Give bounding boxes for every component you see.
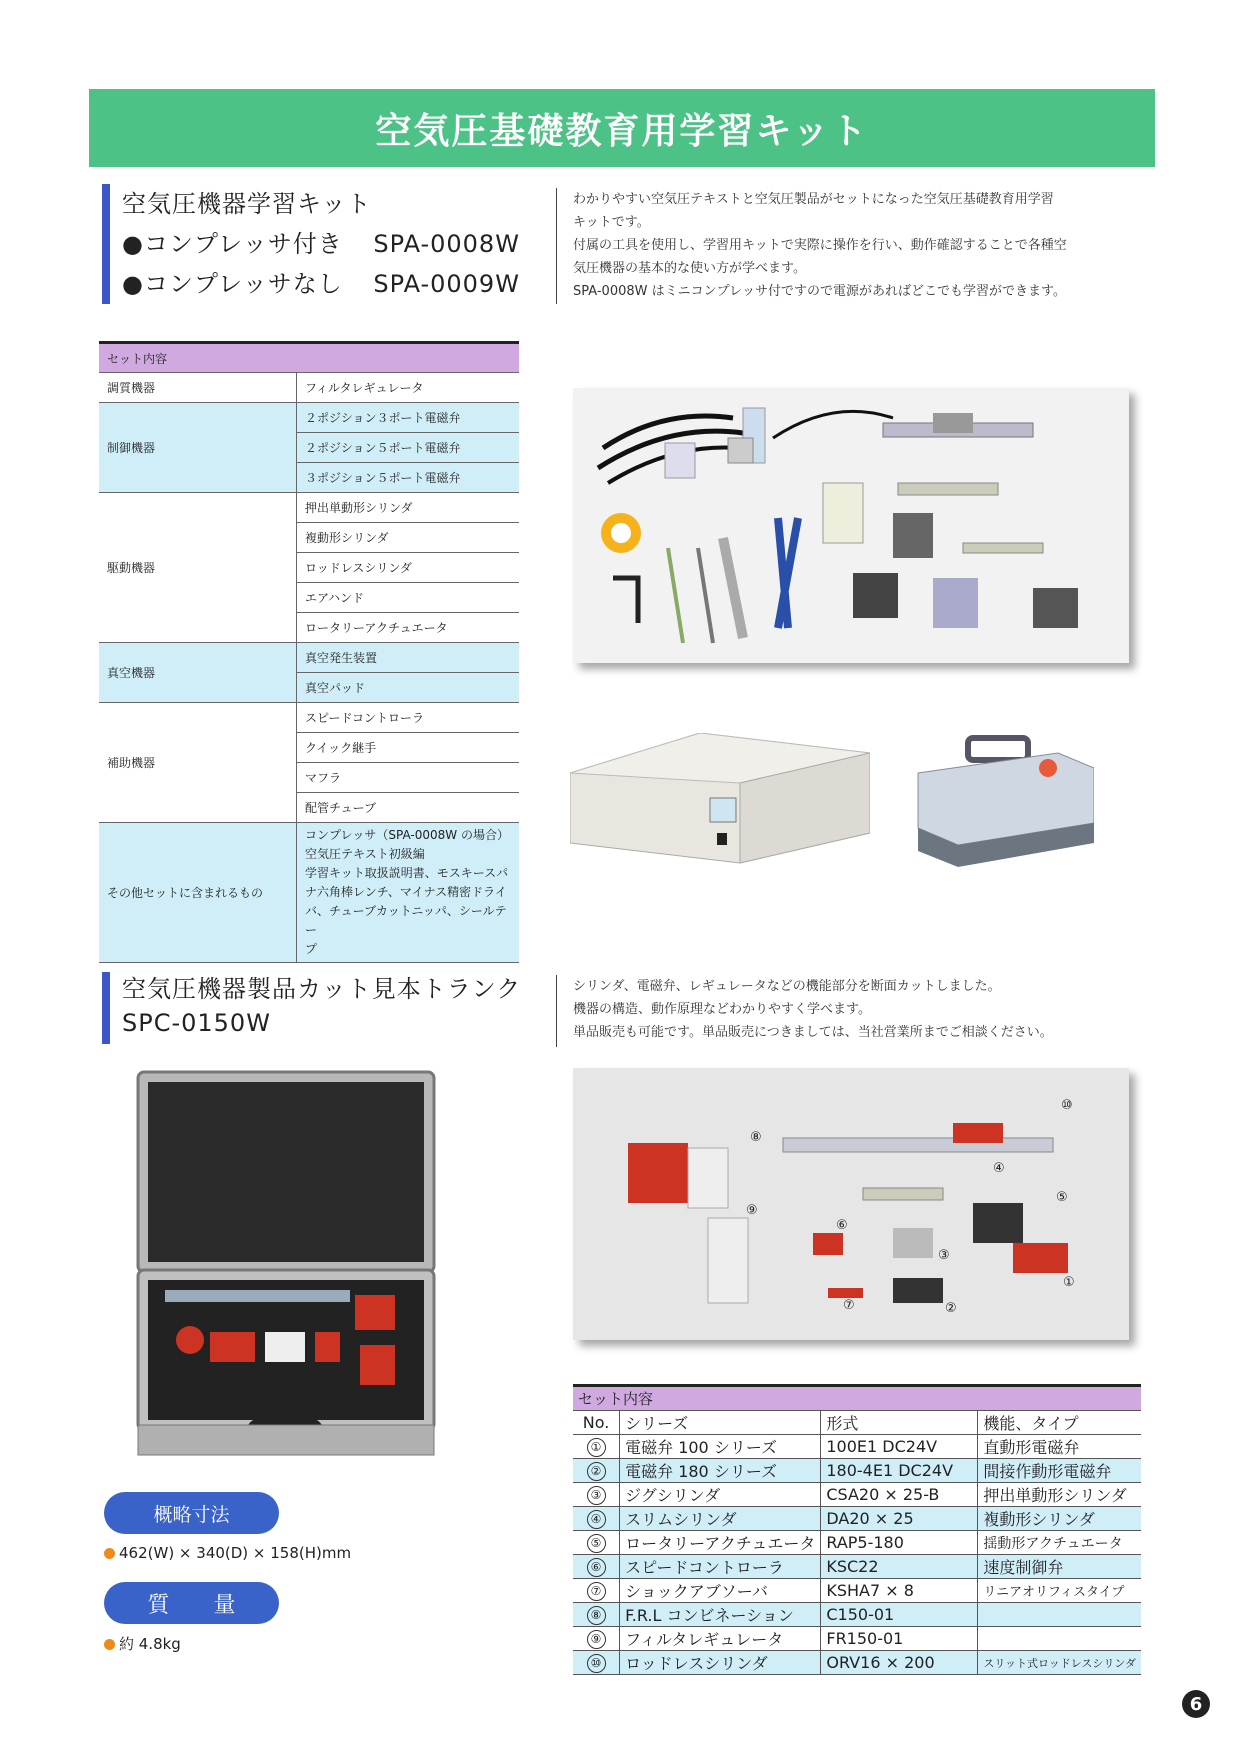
section1-description	[556, 188, 1173, 304]
section1-title: 空気圧機器学習キット	[122, 190, 372, 218]
kit-components-photo	[573, 388, 1129, 663]
kit-item: 真空パッド	[297, 673, 520, 703]
kit-category: 制御機器	[99, 403, 297, 493]
cut-sample-spec-table	[573, 1384, 1141, 1675]
kit-item: ロータリーアクチュエータ	[297, 613, 520, 643]
other-item-line: バ、チューブカットニッパ、シールテー	[305, 904, 507, 937]
row-number: ②	[587, 1462, 606, 1481]
kit-item: マフラ	[297, 763, 520, 793]
weight-label-pill: 質 量	[104, 1582, 279, 1624]
section1-heading	[102, 184, 520, 304]
column-header-no: No.	[573, 1411, 620, 1435]
row-number: ⑤	[587, 1534, 606, 1553]
other-item-line: 学習キット取扱説明書、モスキースパ	[305, 866, 509, 880]
section1-line-without-compressor	[122, 264, 520, 304]
callout-5: ⑤	[1056, 1190, 1068, 1205]
kit-item: 複動形シリンダ	[297, 523, 520, 553]
kit-category: その他セットに含まれるもの	[99, 823, 297, 963]
kit-other-items	[297, 823, 520, 963]
kit-table-header: セット内容	[99, 343, 519, 373]
section2-description	[556, 975, 1173, 1047]
callout-10: ⑩	[1061, 1098, 1073, 1113]
section1-line-with-compressor	[122, 224, 520, 264]
function-cell: 揺動形アクチュエータ	[978, 1531, 1141, 1555]
function-cell: 間接作動形電磁弁	[978, 1459, 1141, 1483]
kit-item: フィルタレギュレータ	[297, 373, 520, 403]
callout-9: ⑨	[746, 1203, 758, 1218]
table-row	[573, 1483, 1141, 1507]
row-number: ⑧	[587, 1606, 606, 1625]
table-row	[573, 1579, 1141, 1603]
table-row	[573, 1531, 1141, 1555]
type-cell: DA20 × 25	[821, 1507, 978, 1531]
description-line: 機器の構造、動作原理などわかりやすく学べます。	[573, 1002, 871, 1017]
description-line: シリンダ、電磁弁、レギュレータなどの機能部分を断面カットしました。	[573, 979, 1001, 994]
kit-item: 押出単動形シリンダ	[297, 493, 520, 523]
kit-item: クイック継手	[297, 733, 520, 763]
row-number: ⑦	[587, 1582, 606, 1601]
callout-7: ⑦	[843, 1298, 855, 1313]
weight-value: 約 4.8kg	[119, 1635, 181, 1653]
other-item-line: ナ六角棒レンチ、マイナス精密ドライ	[305, 885, 507, 899]
table-row	[573, 1435, 1141, 1459]
section2-model: SPC-0150W	[122, 1009, 271, 1037]
dimensions-value: 462(W) × 340(D) × 158(H)mm	[119, 1544, 352, 1562]
kit-category: 真空機器	[99, 643, 297, 703]
callout-1: ①	[1063, 1275, 1075, 1290]
description-line: キットです。	[573, 215, 650, 230]
table-row	[573, 1651, 1141, 1675]
type-cell: FR150-01	[821, 1627, 978, 1651]
table-row	[573, 1627, 1141, 1651]
row-number: ④	[587, 1510, 606, 1529]
function-cell: 押出単動形シリンダ	[978, 1483, 1141, 1507]
type-cell: KSHA7 × 8	[821, 1579, 978, 1603]
spec-table-header: セット内容	[573, 1386, 1141, 1411]
table-row	[573, 1603, 1141, 1627]
other-item-line: プ	[305, 942, 318, 956]
callout-6: ⑥	[836, 1218, 848, 1233]
type-cell: KSC22	[821, 1555, 978, 1579]
series-cell: ショックアブソーバ	[620, 1579, 821, 1603]
kit-item: ２ポジション３ポート電磁弁	[297, 403, 520, 433]
dimensions-value-row	[104, 1544, 351, 1562]
callout-3: ③	[938, 1248, 950, 1263]
description-line: わかりやすい空気圧テキストと空気圧製品がセットになった空気圧基礎教育用学習	[573, 192, 1054, 207]
kit-category: 駆動機器	[99, 493, 297, 643]
kit-item: ロッドレスシリンダ	[297, 553, 520, 583]
type-cell: C150-01	[821, 1603, 978, 1627]
kit-category: 補助機器	[99, 703, 297, 823]
callout-2: ②	[945, 1301, 957, 1316]
page-number: 6	[1182, 1690, 1210, 1718]
description-line: 単品販売も可能です。単品販売につきましては、当社営業所までご相談ください。	[573, 1025, 1053, 1040]
series-cell: スピードコントローラ	[620, 1555, 821, 1579]
table-row	[573, 1507, 1141, 1531]
with-compressor-model: SPA-0008W	[373, 230, 520, 258]
description-line: 気圧機器の基本的な使い方が学べます。	[573, 261, 806, 276]
without-compressor-model: SPA-0009W	[373, 270, 520, 298]
series-cell: スリムシリンダ	[620, 1507, 821, 1531]
bullet-dot-icon	[104, 1548, 115, 1559]
toolbox-photo	[908, 733, 1094, 867]
column-header-function: 機能、タイプ	[978, 1411, 1141, 1435]
type-cell: 100E1 DC24V	[821, 1435, 978, 1459]
dimensions-label-pill: 概略寸法	[104, 1492, 279, 1534]
series-cell: F.R.L コンビネーション	[620, 1603, 821, 1627]
other-item-line: 空気圧テキスト初級編	[305, 847, 425, 861]
kit-item: ２ポジション５ポート電磁弁	[297, 433, 520, 463]
function-cell: 直動形電磁弁	[978, 1435, 1141, 1459]
series-cell: ジグシリンダ	[620, 1483, 821, 1507]
cut-sample-trunk-photo	[130, 1070, 442, 1462]
kit-item: 配管チューブ	[297, 793, 520, 823]
column-header-type: 形式	[821, 1411, 978, 1435]
section2-heading	[102, 972, 521, 1044]
kit-category: 調質機器	[99, 373, 297, 403]
type-cell: RAP5-180	[821, 1531, 978, 1555]
callout-4: ④	[993, 1161, 1005, 1176]
kit-item: 真空発生装置	[297, 643, 520, 673]
function-cell: リニアオリフィスタイプ	[978, 1579, 1141, 1603]
kit-item: スピードコントローラ	[297, 703, 520, 733]
compressor-photo	[570, 733, 870, 865]
function-cell: 複動形シリンダ	[978, 1507, 1141, 1531]
kit-item: ３ポジション５ポート電磁弁	[297, 463, 520, 493]
type-cell: ORV16 × 200	[821, 1651, 978, 1675]
kit-contents-table	[99, 341, 519, 963]
description-line: SPA-0008W はミニコンプレッサ付ですので電源があればどこでも学習ができます。	[573, 284, 1066, 299]
page-banner-title: 空気圧基礎教育用学習キット	[89, 89, 1155, 167]
series-cell: ロッドレスシリンダ	[620, 1651, 821, 1675]
function-cell	[978, 1603, 1141, 1627]
bullet-dot-icon	[104, 1639, 115, 1650]
column-header-series: シリーズ	[620, 1411, 821, 1435]
row-number: ⑩	[587, 1654, 606, 1673]
function-cell: 速度制御弁	[978, 1555, 1141, 1579]
series-cell: フィルタレギュレータ	[620, 1627, 821, 1651]
callout-8: ⑧	[750, 1130, 762, 1145]
type-cell: CSA20 × 25-B	[821, 1483, 978, 1507]
kit-item: エアハンド	[297, 583, 520, 613]
row-number: ⑥	[587, 1558, 606, 1577]
description-line: 付属の工具を使用し、学習用キットで実際に操作を行い、動作確認することで各種空	[573, 238, 1067, 253]
table-row	[573, 1459, 1141, 1483]
row-number: ⑨	[587, 1630, 606, 1649]
series-cell: ロータリーアクチュエータ	[620, 1531, 821, 1555]
type-cell: 180-4E1 DC24V	[821, 1459, 978, 1483]
with-compressor-label: ●コンプレッサ付き	[122, 230, 343, 258]
row-number: ③	[587, 1486, 606, 1505]
other-item-line: コンプレッサ（SPA-0008W の場合）	[305, 828, 509, 842]
row-number: ①	[587, 1438, 606, 1457]
cut-samples-photo	[573, 1068, 1129, 1340]
without-compressor-label: ●コンプレッサなし	[122, 270, 343, 298]
weight-value-row	[104, 1633, 181, 1654]
function-cell	[978, 1627, 1141, 1651]
series-cell: 電磁弁 100 シリーズ	[620, 1435, 821, 1459]
table-row	[573, 1555, 1141, 1579]
section2-title: 空気圧機器製品カット見本トランク	[122, 975, 522, 1003]
series-cell: 電磁弁 180 シリーズ	[620, 1459, 821, 1483]
function-cell: スリット式ロッドレスシリンダ	[978, 1651, 1141, 1675]
